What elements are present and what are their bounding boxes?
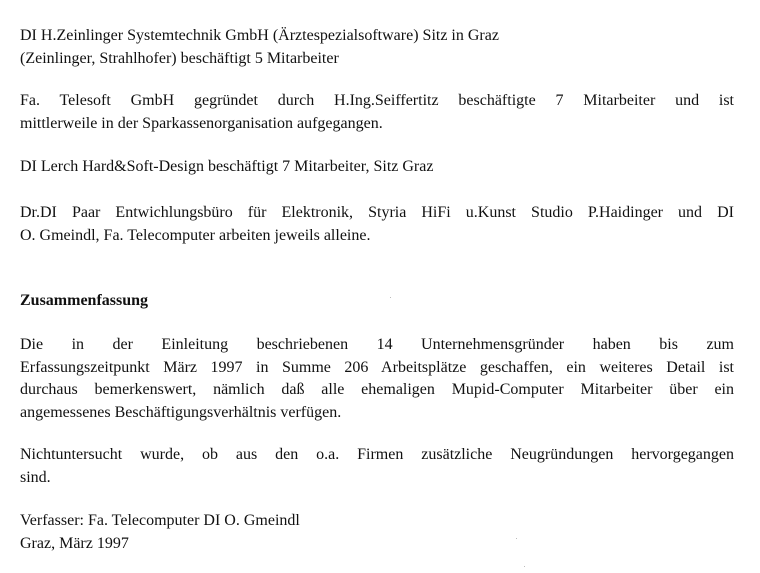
paragraph-line: Erfassungszeitpunkt März 1997 in Summe 206 Arbeitsplätze geschaffen, ein weiteres Detail ist [20,358,734,376]
paragraph-line: angemessenes Beschäftigungsverhältnis verfügen. [20,403,342,421]
signature-place-date: Graz, März 1997 [20,534,129,552]
paragraph-line: mittlerweile in der Sparkassenorganisation aufgegangen. [20,114,383,132]
summary-heading: Zusammenfassung [20,292,149,309]
paragraph-line: Die in der Einleitung beschriebenen 14 Unternehmensgründer haben bis zum [20,336,734,353]
scan-speck [516,538,517,539]
paragraph-line: O. Gmeindl, Fa. Telecomputer arbeiten jeweils alleine. [20,226,371,244]
paragraph-line: durchaus bemerkenswert, nämlich daß alle ehemaligen Mupid-Computer Mitarbeiter über ein [20,381,734,398]
paragraph-nichtuntersucht [20,444,734,489]
paragraph-lerch [20,156,734,179]
paragraph-zeinlinger [20,25,734,70]
paragraph-line: Dr.DI Paar Entwichlungsbüro für Elektronik, Styria HiFi u.Kunst Studio P.Haidinger und DI [20,204,734,221]
paragraph-telesoft [20,90,734,135]
signature-block [20,510,734,555]
signature-author: Verfasser: Fa. Telecomputer DI O. Gmeindl [20,512,300,529]
paragraph-line: sind. [20,468,51,486]
paragraph-paar [20,202,734,247]
scan-speck [524,566,525,567]
paragraph-line: DI Lerch Hard&Soft-Design beschäftigt 7 Mitarbeiter, Sitz Graz [20,158,434,175]
paragraph-line: (Zeinlinger, Strahlhofer) beschäftigt 5 Mitarbeiter [20,49,339,67]
paragraph-line: Fa. Telesoft GmbH gegründet durch H.Ing.Seiffertitz beschäftigte 7 Mitarbeiter und ist [20,92,734,109]
paragraph-line: DI H.Zeinlinger Systemtechnik GmbH (Ärztespezialsoftware) Sitz in Graz [20,27,499,44]
paragraph-summary [20,334,734,424]
paragraph-line: Nichtuntersucht wurde, ob aus den o.a. Firmen zusätzliche Neugründungen hervorgegangen [20,446,734,463]
scan-speck [390,297,391,298]
